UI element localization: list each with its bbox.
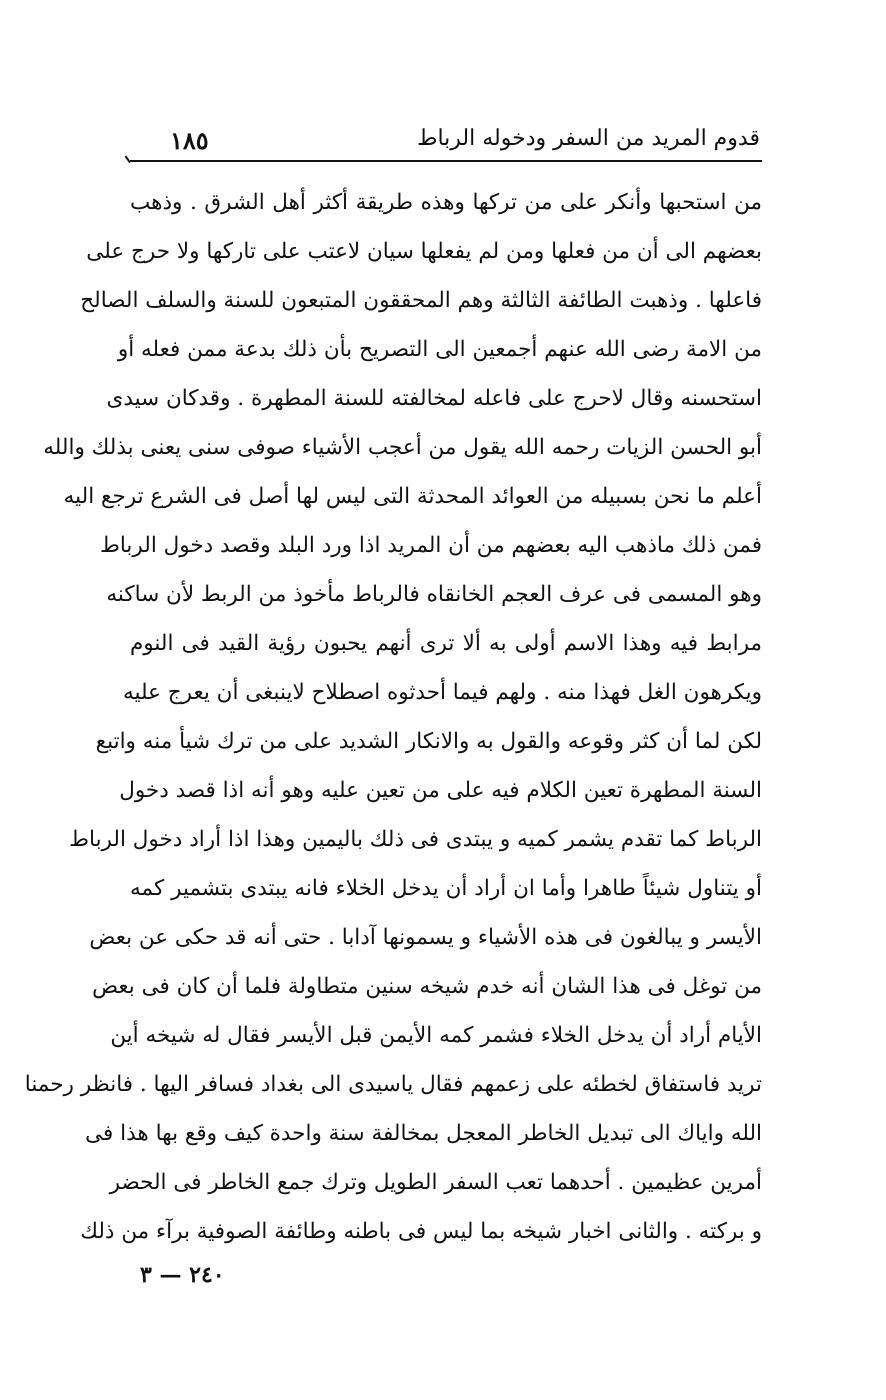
text-line: فاعلها . وذهبت الطائفة الثالثة وهم المحققون المتبعون للسنة والسلف الصالح [80, 288, 762, 313]
text-line: ويكرهون الغل فهذا منه . ولهم فيما أحدثوه اصطلاح لاينبغى أن يعرج عليه [122, 680, 762, 705]
text-line: مرابط فيه وهذا الاسم أولى به ألا ترى أنهم يحبون رؤية القيد فى النوم [130, 631, 762, 656]
text-line: من استحبها وأنكر على من تركها وهذه طريقة أكثر أهل الشرق . وذهب [130, 190, 762, 215]
page-number: ١٨٥ [170, 126, 209, 155]
text-line: تريد فاستفاق لخطئه على زعمهم فقال ياسيدى الى بغداد فسافر اليها . فانظر رحمنا [24, 1072, 762, 1097]
text-line: الأيسر و يبالغون فى هذه الأشياء و يسمونها آدابا . حتى أنه قد حكى عن بعض [89, 925, 762, 950]
text-line: من الامة رضى الله عنهم أجمعين الى التصريح بأن ذلك بدعة ممن فعله أو [117, 337, 762, 362]
text-line: من توغل فى هذا الشان أنه خدم شيخه سنين متطاولة فلما أن كان فى بعض [92, 974, 762, 999]
text-line: الرباط كما تقدم يشمر كميه و يبتدى فى ذلك باليمين وهذا اذا أراد دخول الرباط [69, 827, 762, 852]
text-line: أمرين عظيمين . أحدهما تعب السفر الطويل وترك جمع الخاطر فى الحضر [109, 1170, 762, 1195]
body-text [24, 178, 762, 1256]
text-line: أو يتناول شيئاً طاهرا وأما ان أراد أن يدخل الخلاء فانه يبتدى بتشمير كمه [130, 876, 762, 901]
text-line: الله واياك الى تبديل الخاطر المعجل بمخالفة سنة واحدة كيف وقع بها هذا فى [85, 1121, 762, 1146]
text-line: أبو الحسن الزيات رحمه الله يقول من أعجب الأشياء صوفى سنى يعنى بذلك والله [43, 435, 762, 460]
text-line: السنة المطهرة تعين الكلام فيه على من تعين عليه وهو أنه اذا قصد دخول [119, 778, 762, 803]
header-rule [130, 160, 762, 162]
text-line: لكن لما أن كثر وقوعه والقول به والانكار الشديد على من ترك شيأ منه واتبع [95, 729, 762, 754]
text-line: بعضهم الى أن من فعلها ومن لم يفعلها سيان لاعتب على تاركها ولا حرج على [86, 239, 762, 264]
page-header [130, 118, 760, 166]
text-line: و بركته . والثانى اخبار شيخه بما ليس فى باطنه وطائفة الصوفية برآء من ذلك [80, 1219, 762, 1244]
text-line: وهو المسمى فى عرف العجم الخانقاه فالرباط مأخوذ من الربط لأن ساكنه [106, 582, 762, 607]
text-line: استحسنه وقال لاحرج على فاعله لمخالفته للسنة المطهرة . وقدكان سيدى [106, 386, 762, 411]
text-line: فمن ذلك ماذهب اليه بعضهم من أن المريد اذا ورد البلد وقصد دخول الرباط [99, 533, 762, 558]
signature-mark: ٢٤٠ — ٣ [140, 1262, 225, 1288]
text-line: أعلم ما نحن بسبيله من العوائد المحدثة التى ليس لها أصل فى الشرع ترجع اليه [63, 484, 762, 509]
running-title: قدوم المريد من السفر ودخوله الرباط [417, 126, 760, 151]
text-line: الأيام أراد أن يدخل الخلاء فشمر كمه الأيمن قبل الأيسر فقال له شيخه أين [110, 1023, 762, 1048]
